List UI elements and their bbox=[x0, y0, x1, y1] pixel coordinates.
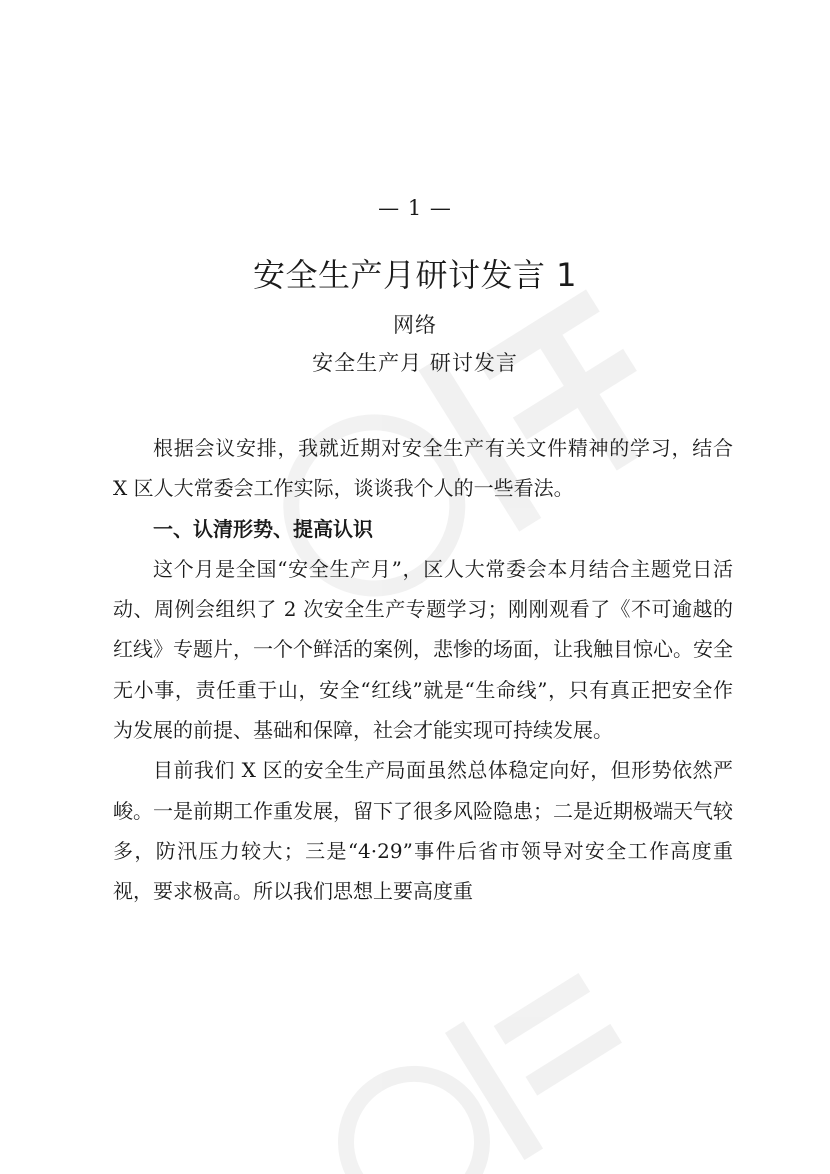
section-heading: 一、认清形势、提高认识 bbox=[153, 516, 373, 541]
intro-paragraph: 根据会议安排，我就近期对安全生产有关文件精神的学习，结合 X 区人大常委会工作实际，谈谈我个人的一些看法。 bbox=[113, 436, 733, 501]
document-source: 网络 bbox=[393, 313, 437, 337]
page-number: — 1 — bbox=[378, 196, 452, 220]
document-body bbox=[113, 428, 733, 912]
body-paragraph: 目前我们 X 区的安全生产局面虽然总体稳定向好，但形势依然严峻。一是前期工作重发展，留下了很多风险隐患；二是近期极端天气较多，防汛压力较大；三是“4·29”事件后省市领导对安全工作高度重视，要求极高。所以我们思想上要高度重 bbox=[113, 758, 733, 904]
body-paragraph: 这个月是全国“安全生产月”，区人大常委会本月结合主题党日活动、周例会组织了 2 次安全生产专题学习；刚刚观看了《不可逾越的红线》专题片，一个个鲜活的案例，悲惨的场面，让我触目惊心。安全无小事，责任重于山，安全“红线”就是“生命线”，只有真正把安全作为发展的前提、基础和保障，社会才能实现可持续发展。 bbox=[113, 556, 733, 743]
document-keywords: 安全生产月 研讨发言 bbox=[312, 351, 518, 375]
watermark-logo bbox=[304, 940, 676, 1174]
document-title: 安全生产月研讨发言 1 bbox=[252, 256, 578, 294]
